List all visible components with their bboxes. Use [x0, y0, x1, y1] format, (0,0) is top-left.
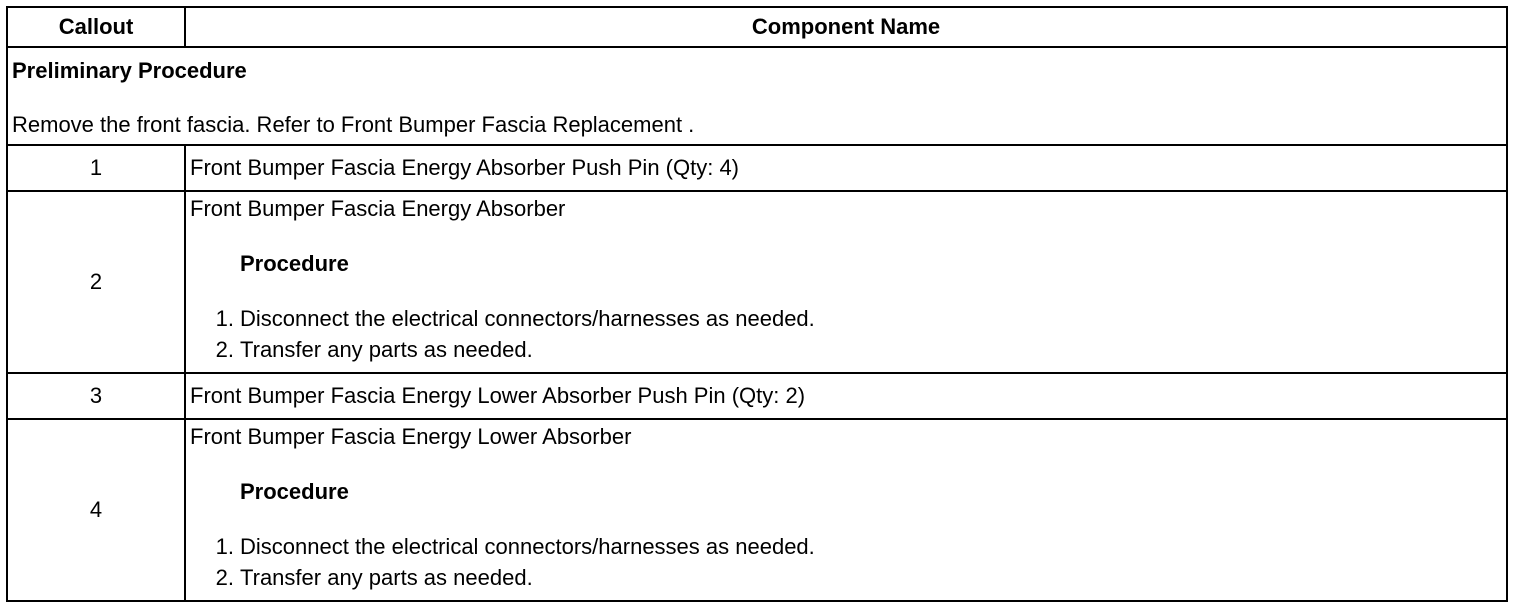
callout-number: 4	[7, 419, 185, 601]
callout-number: 3	[7, 373, 185, 419]
preliminary-row	[7, 47, 1507, 145]
preliminary-text: Remove the front fascia. Refer to Front Bumper Fascia Replacement .	[12, 112, 695, 137]
table-row	[7, 419, 1507, 601]
component-name: Front Bumper Fascia Energy Absorber Push Pin (Qty: 4)	[185, 145, 1507, 191]
step-text: Disconnect the electrical connectors/harnesses as needed.	[240, 306, 815, 331]
procedure-table	[6, 6, 1508, 602]
component-name: Front Bumper Fascia Energy Lower Absorber	[190, 424, 632, 449]
procedure-title: Procedure	[240, 479, 349, 504]
step-number: 2.	[215, 565, 234, 590]
table-row	[7, 145, 1507, 191]
component-name: Front Bumper Fascia Energy Lower Absorber Push Pin (Qty: 2)	[185, 373, 1507, 419]
component-cell	[185, 419, 1507, 601]
procedure-step	[215, 565, 1500, 591]
step-number: 1.	[215, 306, 234, 331]
preliminary-title: Preliminary Procedure	[12, 58, 247, 83]
callout-number: 1	[7, 145, 185, 191]
preliminary-cell	[7, 47, 1507, 145]
procedure-steps	[190, 306, 1500, 363]
procedure-steps	[190, 534, 1500, 591]
procedure-step	[215, 337, 1500, 363]
component-name: Front Bumper Fascia Energy Absorber	[190, 196, 566, 221]
table-row	[7, 191, 1507, 373]
procedure-step	[215, 306, 1500, 332]
step-text: Disconnect the electrical connectors/harnesses as needed.	[240, 534, 815, 559]
component-name-header: Component Name	[185, 7, 1507, 47]
step-number: 2.	[215, 337, 234, 362]
step-text: Transfer any parts as needed.	[240, 337, 533, 362]
callout-number: 2	[7, 191, 185, 373]
procedure-step	[215, 534, 1500, 560]
procedure-title: Procedure	[240, 251, 349, 276]
step-number: 1.	[215, 534, 234, 559]
header-row	[7, 7, 1507, 47]
table-row	[7, 373, 1507, 419]
component-cell	[185, 191, 1507, 373]
callout-header: Callout	[7, 7, 185, 47]
step-text: Transfer any parts as needed.	[240, 565, 533, 590]
